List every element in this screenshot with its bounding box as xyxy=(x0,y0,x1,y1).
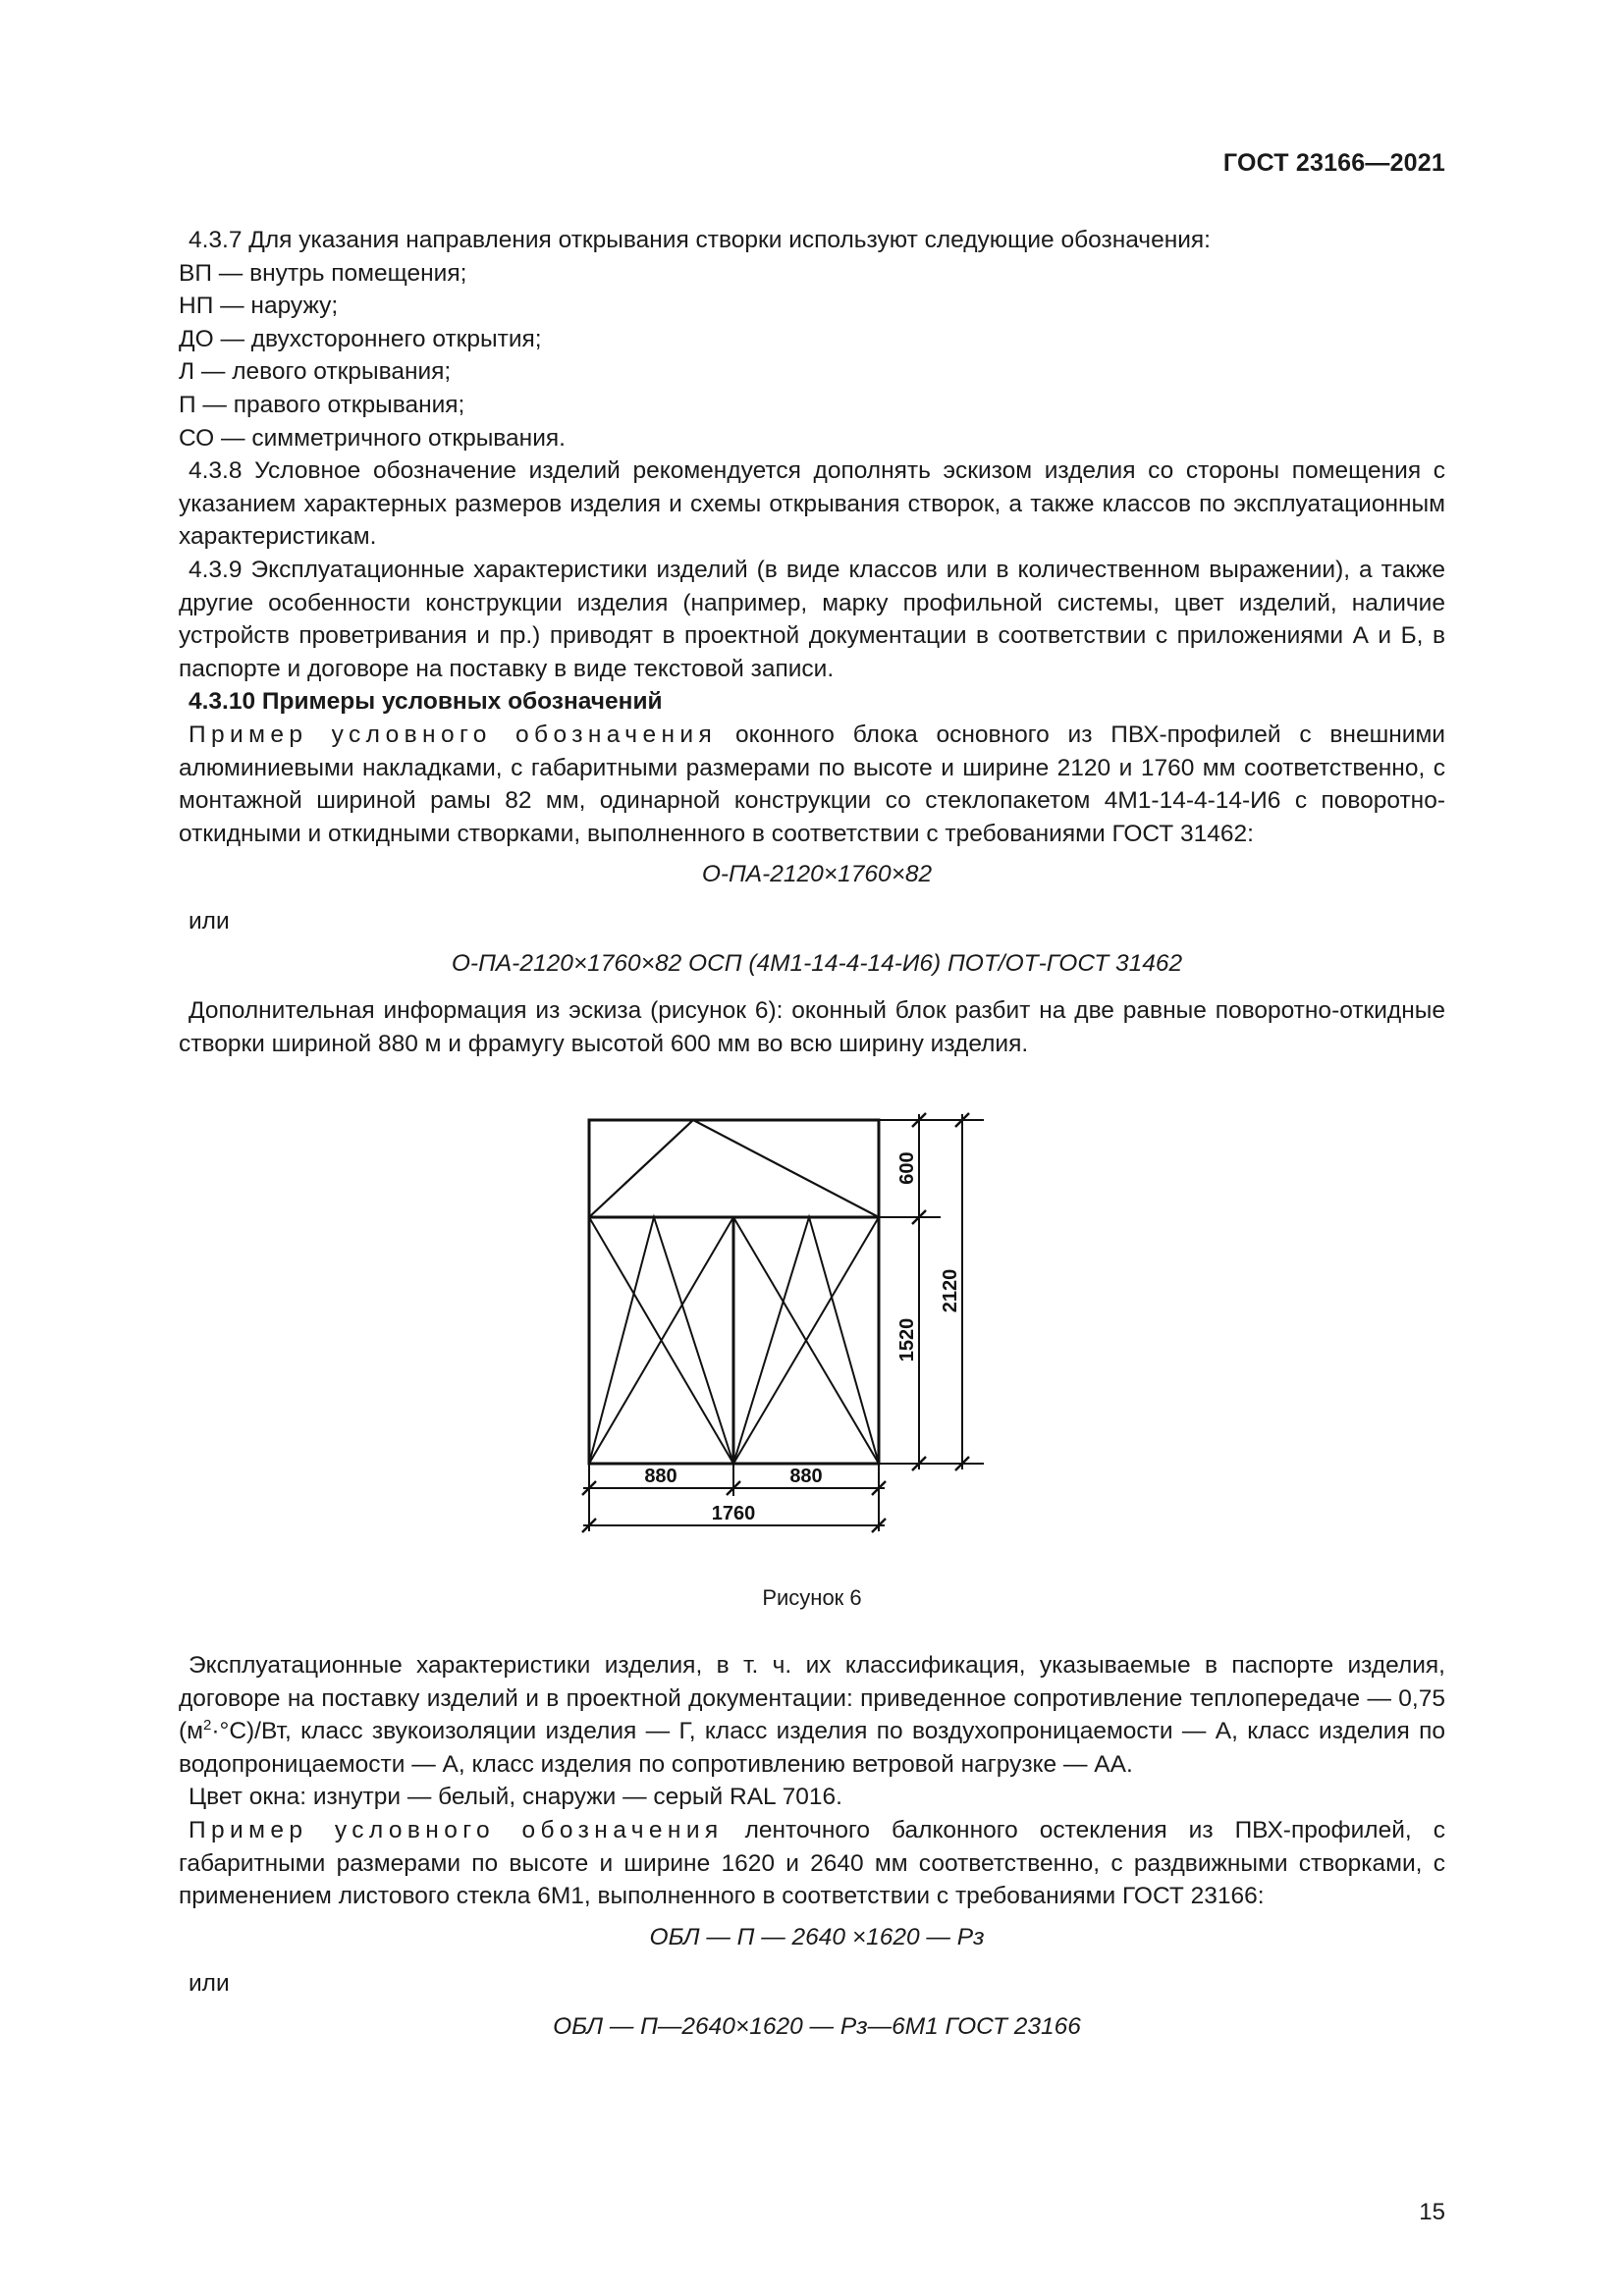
formula-1: О-ПА-2120×1760×82 xyxy=(701,861,933,888)
figure-caption: Рисунок 6 xyxy=(762,1585,862,1610)
designation-item: П — правого открывания; xyxy=(179,391,465,418)
transom-opening-mark xyxy=(589,1120,879,1217)
example-2 xyxy=(179,1814,1445,1913)
section-4-3-7-intro: 4.3.7 Для указания направления открывания створки используют следующие обозначения: xyxy=(189,227,1211,253)
page-number: 15 xyxy=(1419,2199,1445,2225)
window-color: Цвет окна: изнутри — белый, снаружи — серый RAL 7016. xyxy=(189,1784,842,1811)
dim-label-sash-width-1: 880 xyxy=(644,1466,677,1487)
formula-3: ОБЛ — П — 2640 ×1620 — Рз xyxy=(649,1923,985,1950)
example-2-text: ленточного балконного остекления из ПВХ-профилей, с габаритными размерами по высоте и ширине 1620 и 2640 мм соответственно, с раздвижными створками, с применением листового стекла 6М1, выполненного в соответствии с требованиями ГОСТ 23166: xyxy=(179,1816,1445,1910)
superscript-2: 2 xyxy=(203,1717,212,1735)
dim-label-sash: 1520 xyxy=(896,1317,918,1362)
section-4-3-9: 4.3.9 Эксплуатационные характеристики изделий (в виде классов или в количественном выражении), а также другие особенности конструкции изделия (например, марку профильной системы, цвет изделий, наличие устройств проветривания и пр.) приводят в проектной документации в соответствии с приложениями А и Б, в паспорте и договоре на поставку в виде текстовой записи. xyxy=(179,556,1445,682)
designation-item: ДО — двухстороннего открытия; xyxy=(179,325,542,352)
lower-text-block xyxy=(179,1649,1445,2057)
characteristics-text-b: ·°С)/Вт, класс звукоизоляции изделия — Г, класс изделия по воздухопроницаемости — А, класс изделия по водопроницаемости — А, класс изделия по сопротивлению ветровой нагрузке — АА. xyxy=(179,1718,1445,1778)
example-1-text: оконного блока основного из ПВХ-профилей с внешними алюминиевыми накладками, с габаритными размерами по высоте и ширине 2120 и 1760 мм соответственно, с монтажной шириной рамы 82 мм, одинарной конструкции со стеклопакетом 4М1-14-4-14-И6 с поворотно-откидными и откидными створками, выполненного в соответствии с требованиями ГОСТ 31462: xyxy=(179,721,1445,847)
characteristics-paragraph xyxy=(179,1649,1445,1781)
extra-info: Дополнительная информация из эскиза (рисунок 6): оконный блок разбит на две равные поворотно-откидные створки шириной 880 м и фрамугу высотой 600 мм во всю ширину изделия. xyxy=(179,997,1445,1057)
document-header: ГОСТ 23166—2021 xyxy=(1222,149,1445,177)
designation-item: ВП — внутрь помещения; xyxy=(179,259,467,287)
or-word: или xyxy=(189,907,230,934)
formula-2: О-ПА-2120×1760×82 ОСП (4М1-14-4-14-И6) ПОТ/ОТ-ГОСТ 31462 xyxy=(451,950,1183,978)
main-text-block xyxy=(179,224,1445,1060)
or-word: или xyxy=(189,1970,230,1998)
section-4-3-10-title: 4.3.10 Примеры условных обозначений xyxy=(189,688,663,716)
example-label: Пример условного обозначения xyxy=(189,721,718,748)
characteristics-text-a: Эксплуатационные характеристики изделия, в т. ч. их классификация, указываемые в паспорте изделия, договоре на поставку изделий и в проектной документации: приведенное сопротивление теплопередаче — 0,75 (м xyxy=(179,1652,1445,1745)
designation-item: НП — наружу; xyxy=(179,293,339,320)
dim-label-transom: 600 xyxy=(896,1151,918,1185)
dim-label-sash-width-2: 880 xyxy=(789,1466,823,1487)
section-4-3-8: 4.3.8 Условное обозначение изделий рекомендуется дополнять эскизом изделия со стороны помещения с указанием характерных размеров изделия и схемы открывания створок, а также классов по эксплуатационным характеристикам. xyxy=(179,457,1445,551)
window-sketch-figure xyxy=(550,1109,1001,1571)
formula-4: ОБЛ — П—2640×1620 — Рз—6М1 ГОСТ 23166 xyxy=(553,2012,1081,2040)
dim-label-total-height: 2120 xyxy=(940,1268,961,1313)
dim-label-total-width: 1760 xyxy=(711,1503,756,1524)
designation-item: Л — левого открывания; xyxy=(179,358,452,386)
designation-item: СО — симметричного открывания. xyxy=(179,424,566,452)
example-1 xyxy=(179,719,1445,850)
example-label: Пример условного обозначения xyxy=(189,1816,724,1843)
